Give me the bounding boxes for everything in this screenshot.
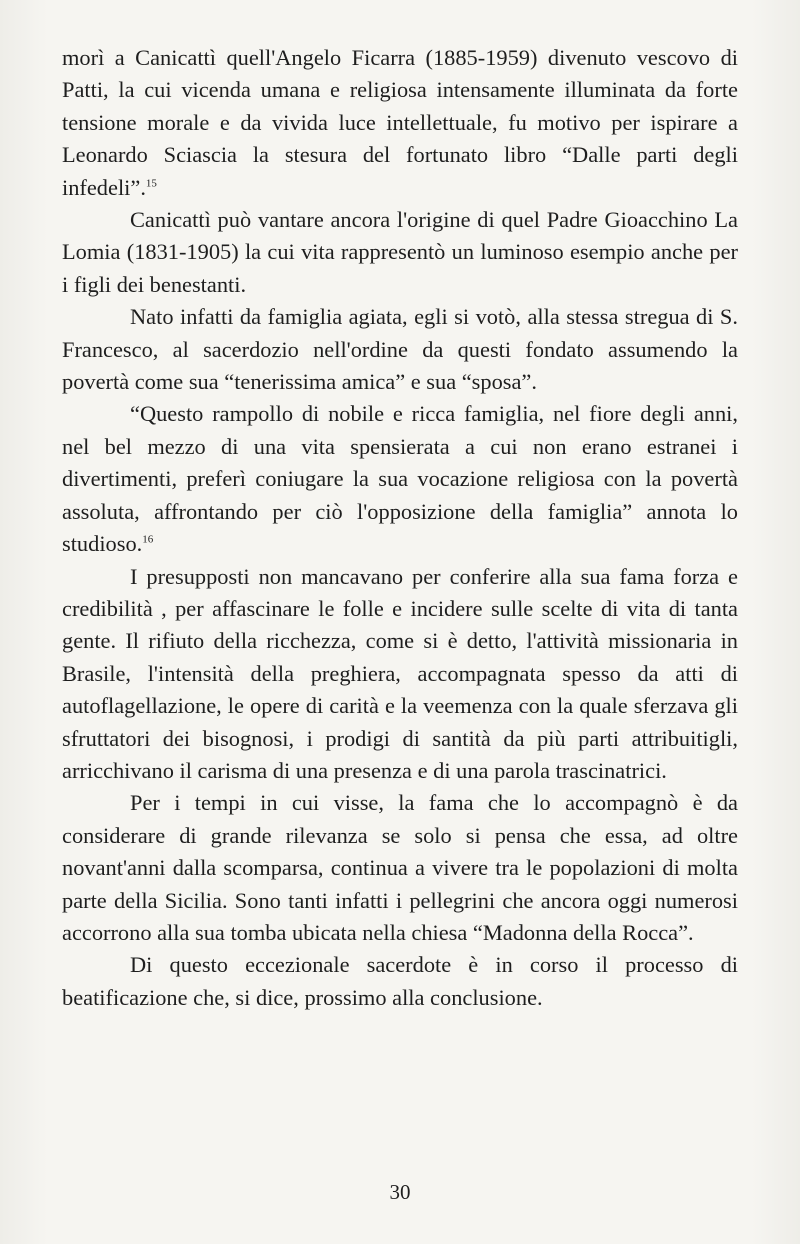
paragraph-5: I presupposti non mancavano per conferire alla sua fama forza e credibilità , per affascinare le folle e incidere sulle scelte di vita di tanta gente. Il rifiuto della ricchezza, come si è detto, l'attività missionaria in Brasile, l'intensità della preghiera, accompagnata spesso da atti di autoflagellazione, le opere di carità e la veemenza con la quale sferzava gli sfruttatori dei bisognosi, i prodigi di santità da più parti attribuitigli, arricchivano il carisma di una presenza e di una parola trascinatrici. xyxy=(62,563,738,783)
paragraph-3: Nato infatti da famiglia agiata, egli si votò, alla stessa stregua di S. Francesco, al sacerdozio nell'ordine da questi fondato assumendo la povertà come sua “tenerissima amica” e sua “sposa”. xyxy=(62,304,738,395)
paragraph-6: Per i tempi in cui visse, la fama che lo accompagnò è da considerare di grande rilevanza se solo si pensa che essa, ad oltre novant'anni dalla scomparsa, continua a vivere tra le popolazioni di molta parte della Sicilia. Sono tanti infatti i pellegrini che ancora oggi numerosi accorrono alla sua tomba ubicata nella chiesa “Madonna della Rocca”. xyxy=(62,790,738,945)
paragraph-4 xyxy=(62,398,738,560)
paragraph-7: Di questo eccezionale sacerdote è in corso il processo di beatificazione che, si dice, prossimo alla conclusione. xyxy=(62,952,738,1010)
paragraph-1-text: morì a Canicattì quell'Angelo Ficarra (1885-1959) divenuto vescovo di Patti, la cui vicenda umana e religiosa intensamente illuminata da forte tensione morale e da vivida luce intellettuale, fu motivo per ispirare a Leonardo Sciascia la stesura del fortunato libro “Dalle parti degli infedeli”. xyxy=(62,45,738,200)
footnote-ref-16: 16 xyxy=(142,533,154,546)
paragraph-1 xyxy=(62,42,738,204)
page-number: 30 xyxy=(389,1180,411,1204)
footnote-ref-15: 15 xyxy=(145,177,157,190)
body-text xyxy=(62,42,738,1014)
paragraph-4-text: “Questo rampollo di nobile e ricca famiglia, nel fiore degli anni, nel bel mezzo di una vita spensierata a cui non erano estranei i divertimenti, preferì coniugare la sua vocazione religiosa con la povertà assoluta, affrontando per ciò l'opposizione della famiglia” annota lo studioso. xyxy=(62,401,738,557)
paragraph-2: Canicattì può vantare ancora l'origine di quel Padre Gioacchino La Lomia (1831-1905) la cui vita rappresentò un luminoso esempio anche per i figli dei benestanti. xyxy=(62,207,738,297)
